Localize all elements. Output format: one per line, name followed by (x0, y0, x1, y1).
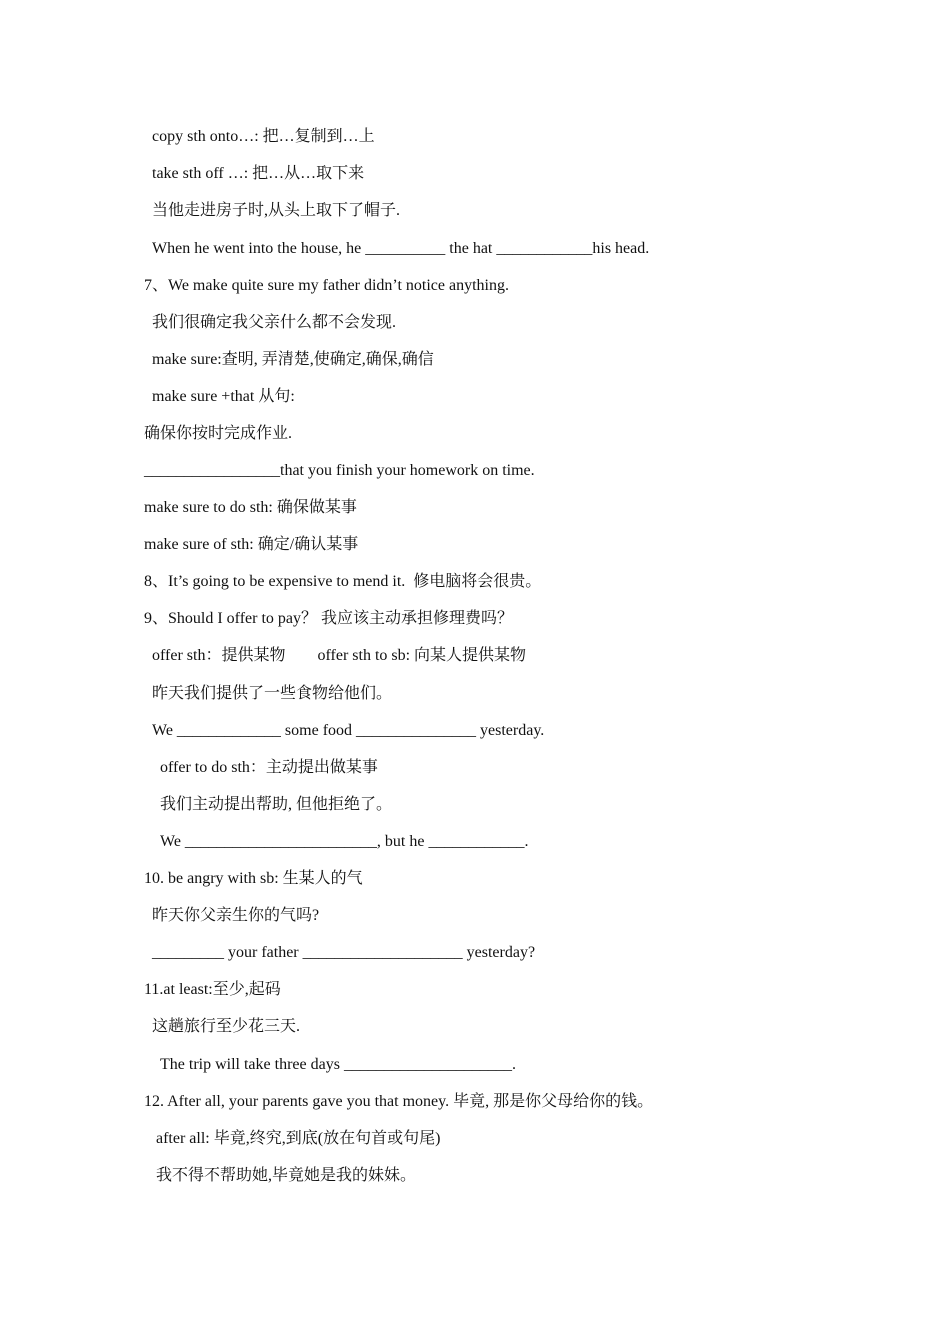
text-line: 10. be angry with sb: 生某人的气 (144, 870, 363, 887)
text-line: 当他走进房子时,从头上取下了帽子. (152, 202, 401, 219)
text-line: _________________that you finish your homework on time. (144, 462, 535, 479)
text-line: make sure to do sth: 确保做某事 (144, 499, 357, 516)
text-line: 这趟旅行至少花三天. (152, 1018, 301, 1035)
text-line: 我们很确定我父亲什么都不会发现. (152, 314, 397, 331)
text-line: 11.at least:至少,起码 (144, 981, 281, 998)
text-line: 7、We make quite sure my father didn’t notice anything. (144, 277, 509, 294)
text-line: When he went into the house, he __________ the hat ____________his head. (152, 240, 650, 257)
text-line: 昨天你父亲生你的气吗? (152, 907, 320, 924)
text-line: 我不得不帮助她,毕竟她是我的妹妹。 (156, 1167, 417, 1184)
text-line: offer sth：提供某物 offer sth to sb: 向某人提供某物 (152, 647, 527, 664)
text-line: 8、It’s going to be expensive to mend it. 修电脑将会很贵。 (144, 573, 542, 590)
text-line: copy sth onto…: 把…复制到…上 (152, 128, 375, 145)
text-line: take sth off …: 把…从…取下来 (152, 165, 365, 182)
text-line: make sure +that 从句: (152, 388, 295, 405)
text-line: after all: 毕竟,终究,到底(放在句首或句尾) (156, 1130, 441, 1147)
text-line: make sure:查明, 弄清楚,使确定,确保,确信 (152, 351, 434, 368)
text-line: _________ your father ____________________ yesterday? (152, 944, 536, 961)
text-line: We ________________________, but he ____________. (160, 833, 529, 850)
text-line: The trip will take three days _____________________. (160, 1056, 516, 1073)
text-line: 我们主动提出帮助, 但他拒绝了。 (160, 796, 393, 813)
text-line: 确保你按时完成作业. (144, 425, 293, 442)
text-line: offer to do sth：主动提出做某事 (160, 759, 378, 776)
text-line: We _____________ some food _______________ yesterday. (152, 722, 545, 739)
text-line: 昨天我们提供了一些食物给他们。 (152, 685, 393, 702)
text-line: make sure of sth: 确定/确认某事 (144, 536, 359, 553)
text-line: 12. After all, your parents gave you that money. 毕竟, 那是你父母给你的钱。 (144, 1093, 654, 1110)
text-line: 9、Should I offer to pay？ 我应该主动承担修理费吗？ (144, 610, 514, 627)
